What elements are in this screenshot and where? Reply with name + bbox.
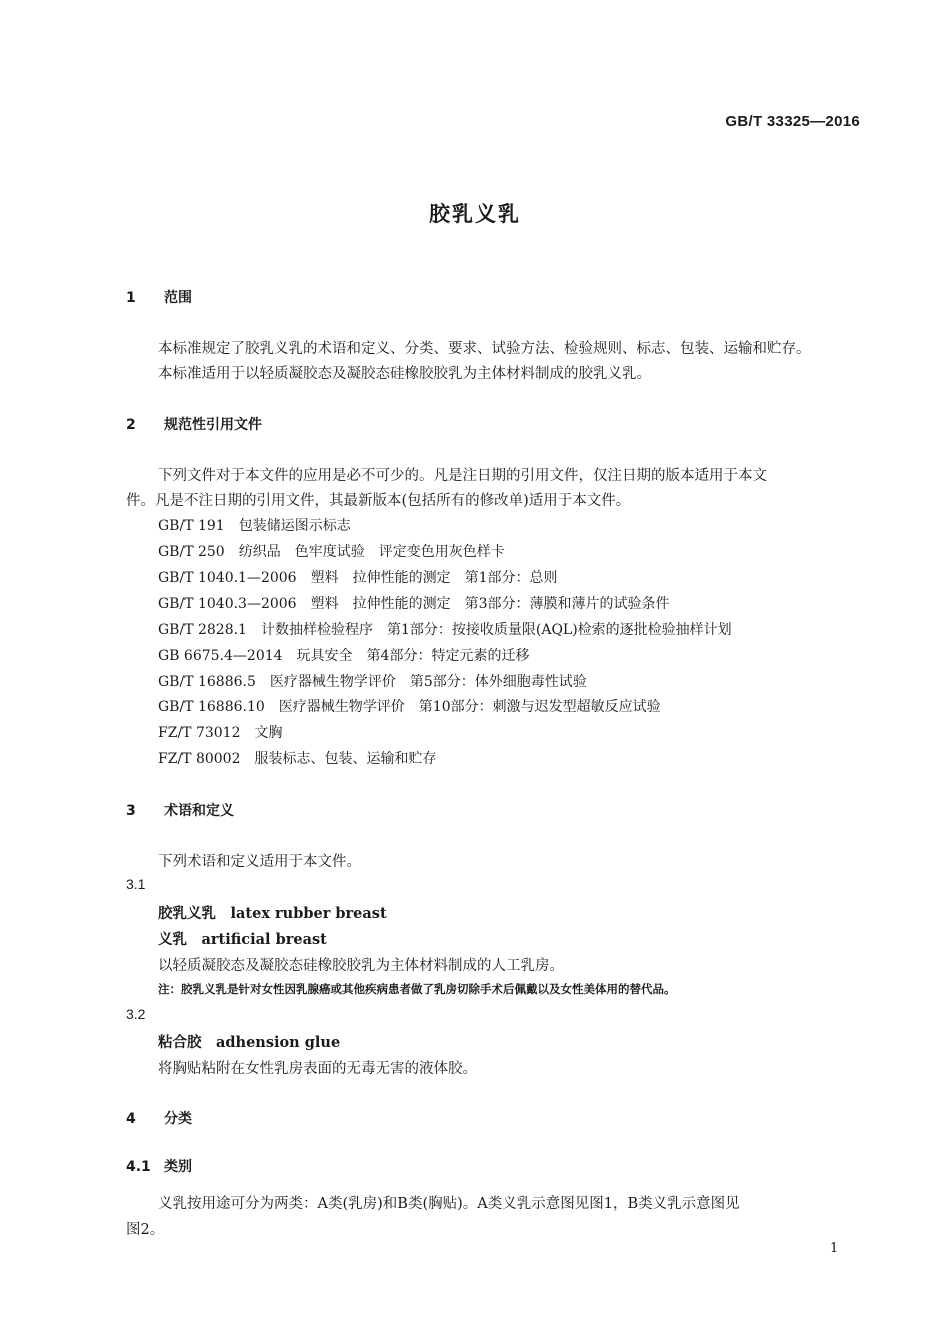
reference-item bbox=[158, 567, 558, 587]
reference-code: GB/T 2828.1 bbox=[158, 622, 247, 638]
reference-title: 文胸 bbox=[254, 725, 283, 741]
reference-item bbox=[158, 593, 670, 613]
scope-paragraph-1: 本标准规定了胶乳义乳的术语和定义、分类、要求、试验方法、检验规则、标志、包装、运输和贮存。 bbox=[158, 341, 811, 357]
references-intro-line-1: 下列文件对于本文件的应用是必不可少的。凡是注日期的引用文件，仅注日期的版本适用于本文 bbox=[158, 468, 767, 484]
reference-item bbox=[158, 696, 661, 716]
reference-title: 服装标志、包装、运输和贮存 bbox=[254, 751, 437, 767]
section-title: 分类 bbox=[164, 1111, 192, 1127]
category-paragraph-line-1: 义乳按用途可分为两类：A类(乳房)和B类(胸贴)。A类义乳示意图见图1，B类义乳示意图见 bbox=[158, 1196, 740, 1212]
subsection-number: 4.1 bbox=[126, 1159, 151, 1175]
reference-title: 计数抽样检验程序 第1部分：按接收质量限(AQL)检索的逐批检验抽样计划 bbox=[260, 622, 732, 638]
reference-code: GB 6675.4—2014 bbox=[158, 648, 283, 664]
term-definition: 将胸贴粘附在女性乳房表面的无毒无害的液体胶。 bbox=[158, 1061, 477, 1077]
reference-code: GB/T 16886.10 bbox=[158, 699, 265, 715]
section-number: 3 bbox=[126, 803, 136, 819]
term-name: 胶乳义乳 latex rubber breast bbox=[158, 905, 387, 922]
reference-code: FZ/T 80002 bbox=[158, 751, 241, 767]
references-intro-line-2: 件。凡是不注日期的引用文件，其最新版本(包括所有的修改单)适用于本文件。 bbox=[126, 493, 631, 509]
subsection-4-1-heading bbox=[126, 1156, 192, 1176]
reference-title: 医疗器械生物学评价 第5部分：体外细胞毒性试验 bbox=[269, 674, 587, 690]
reference-title: 塑料 拉伸性能的测定 第1部分：总则 bbox=[310, 570, 558, 586]
reference-item bbox=[158, 619, 732, 639]
reference-item bbox=[158, 515, 351, 535]
reference-title: 包装储运图示标志 bbox=[238, 518, 351, 534]
page-number: 1 bbox=[830, 1241, 839, 1256]
reference-title: 玩具安全 第4部分：特定元素的迁移 bbox=[296, 648, 530, 664]
section-title: 范围 bbox=[164, 290, 192, 306]
reference-code: GB/T 1040.3—2006 bbox=[158, 596, 297, 612]
reference-code: FZ/T 73012 bbox=[158, 725, 241, 741]
reference-item bbox=[158, 671, 587, 691]
reference-item bbox=[158, 541, 505, 561]
reference-code: GB/T 1040.1—2006 bbox=[158, 570, 297, 586]
reference-code: GB/T 191 bbox=[158, 518, 225, 534]
reference-code: GB/T 16886.5 bbox=[158, 674, 256, 690]
terms-intro: 下列术语和定义适用于本文件。 bbox=[158, 854, 361, 870]
section-number: 4 bbox=[126, 1111, 136, 1127]
section-1-heading bbox=[126, 287, 192, 307]
reference-title: 医疗器械生物学评价 第10部分：刺激与迟发型超敏反应试验 bbox=[278, 699, 661, 715]
section-3-heading bbox=[126, 800, 234, 820]
document-title: 胶乳义乳 bbox=[429, 202, 521, 226]
term-synonym: 义乳 artificial breast bbox=[158, 931, 327, 948]
section-4-heading bbox=[126, 1108, 192, 1128]
clause-number: 3.2 bbox=[126, 1006, 146, 1022]
section-2-heading bbox=[126, 414, 262, 434]
scope-paragraph-2: 本标准适用于以轻质凝胶态及凝胶态硅橡胶胶乳为主体材料制成的胶乳义乳。 bbox=[158, 366, 651, 382]
term-definition: 以轻质凝胶态及凝胶态硅橡胶胶乳为主体材料制成的人工乳房。 bbox=[158, 958, 564, 974]
term-name: 粘合胶 adhension glue bbox=[158, 1034, 341, 1051]
term-note: 注：胶乳义乳是针对女性因乳腺癌或其他疾病患者做了乳房切除手术后佩戴以及女性美体用的替代品。 bbox=[158, 982, 676, 996]
reference-title: 塑料 拉伸性能的测定 第3部分：薄膜和薄片的试验条件 bbox=[310, 596, 670, 612]
section-title: 术语和定义 bbox=[164, 803, 234, 819]
reference-code: GB/T 250 bbox=[158, 544, 225, 560]
section-number: 1 bbox=[126, 290, 136, 306]
standard-code: GB/T 33325—2016 bbox=[725, 113, 860, 130]
reference-item bbox=[158, 722, 282, 742]
category-paragraph-line-2: 图2。 bbox=[126, 1222, 165, 1238]
reference-title: 纺织品 色牢度试验 评定变色用灰色样卡 bbox=[238, 544, 505, 560]
reference-item bbox=[158, 748, 436, 768]
subsection-title: 类别 bbox=[164, 1159, 192, 1175]
clause-number: 3.1 bbox=[126, 876, 146, 892]
section-title: 规范性引用文件 bbox=[164, 417, 262, 433]
reference-item bbox=[158, 645, 529, 665]
section-number: 2 bbox=[126, 417, 136, 433]
